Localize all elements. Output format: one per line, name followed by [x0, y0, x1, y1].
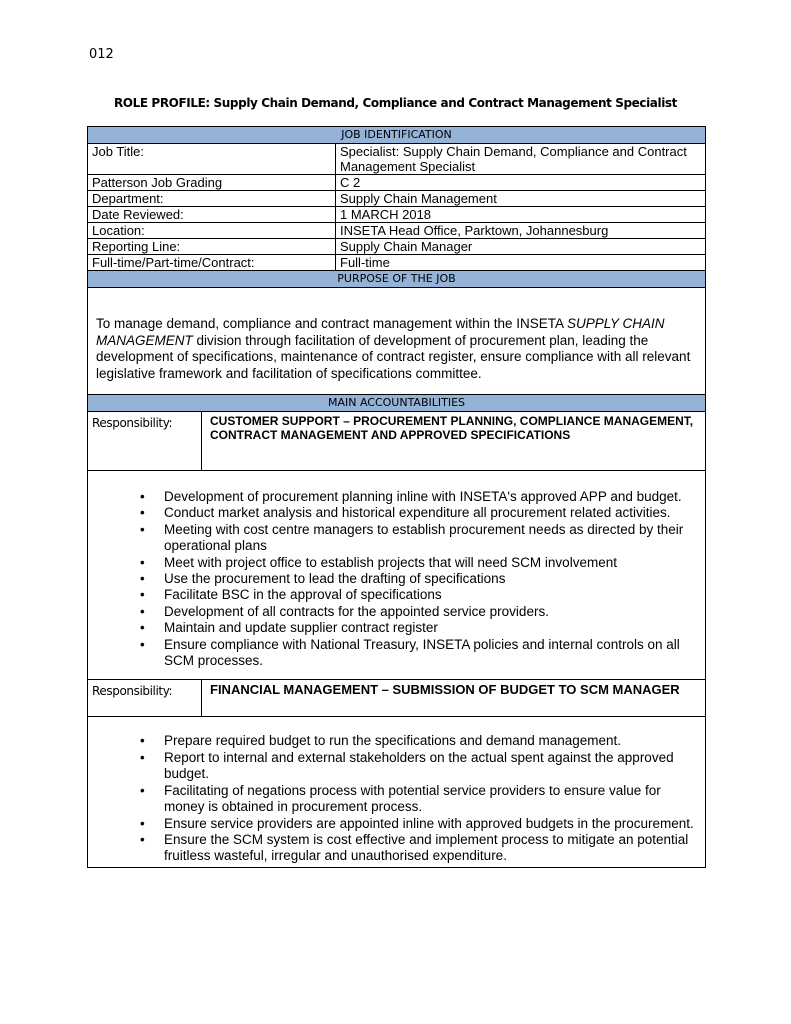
- responsibility-label: Responsibility:: [88, 412, 202, 470]
- row-value: Supply Chain Management: [340, 191, 497, 206]
- purpose-text-italic: SUPPLY CHAIN MANAGEMENT: [96, 316, 665, 348]
- row-label: Full-time/Part-time/Contract:: [88, 255, 336, 270]
- duties-list: [88, 733, 705, 864]
- row-label: Department:: [88, 191, 336, 206]
- job-identification-row: [88, 239, 705, 255]
- responsibility-label: Responsibility:: [88, 680, 202, 716]
- row-value: 1 MARCH 2018: [340, 207, 432, 222]
- duties-list: [88, 489, 705, 669]
- purpose-text-start: To manage demand, compliance and contract management within the INSETA: [96, 316, 568, 331]
- duty-item: • Ensure service providers are appointed inline with approved budgets in the procurement.: [88, 816, 697, 832]
- responsibility-row-1: [88, 412, 705, 471]
- job-identification-heading: JOB IDENTIFICATION: [88, 127, 705, 144]
- purpose-text: [88, 288, 705, 395]
- job-identification-row: [88, 207, 705, 223]
- row-label: Date Reviewed:: [88, 207, 336, 222]
- main-accountabilities-heading: MAIN ACCOUNTABILITIES: [88, 395, 705, 412]
- duty-item: • Meeting with cost centre managers to establish procurement needs as directed by their operational plans: [88, 522, 697, 555]
- job-identification-row: [88, 223, 705, 239]
- duty-item: • Facilitate BSC in the approval of specifications: [88, 587, 697, 603]
- page-number: 012: [89, 47, 114, 62]
- duty-item: • Report to internal and external stakeholders on the actual spent against the approved budget.: [88, 750, 697, 783]
- row-label: Job Title:: [88, 144, 336, 174]
- row-value: C 2: [340, 175, 361, 190]
- row-value: Full-time: [340, 255, 390, 270]
- responsibility-title: FINANCIAL MANAGEMENT – SUBMISSION OF BUDGET TO SCM MANAGER: [210, 682, 680, 698]
- responsibility-duties-2: [88, 717, 705, 866]
- job-identification-row: [88, 255, 705, 270]
- duty-item: • Maintain and update supplier contract register: [88, 620, 697, 636]
- duty-item: • Use the procurement to lead the drafting of specifications: [88, 571, 697, 587]
- responsibility-title: CUSTOMER SUPPORT – PROCUREMENT PLANNING, COMPLIANCE MANAGEMENT, CONTRACT MANAGEMENT AND APPROVED SPECIFICATIONS: [210, 414, 694, 442]
- duty-item: • Ensure compliance with National Treasury, INSETA policies and internal controls on all SCM processes.: [88, 637, 697, 670]
- role-profile-table: [87, 126, 706, 868]
- row-value: INSETA Head Office, Parktown, Johannesburg: [340, 223, 609, 238]
- purpose-heading: PURPOSE OF THE JOB: [88, 270, 705, 288]
- duty-item: • Conduct market analysis and historical expenditure all procurement related activities.: [88, 505, 697, 521]
- duty-item: • Development of all contracts for the appointed service providers.: [88, 604, 697, 620]
- job-identification-row: [88, 175, 705, 191]
- job-identification-rows: [88, 144, 705, 270]
- job-identification-row: [88, 191, 705, 207]
- responsibility-row-2: [88, 680, 705, 717]
- duty-item: • Facilitating of negations process with potential service providers to ensure value for money is obtained in procurement process.: [88, 783, 697, 816]
- row-label: Location:: [88, 223, 336, 238]
- document-title: ROLE PROFILE: Supply Chain Demand, Compliance and Contract Management Specialist: [113, 96, 678, 110]
- row-value: Supply Chain Manager: [340, 239, 473, 254]
- duty-item: • Prepare required budget to run the specifications and demand management.: [88, 733, 697, 749]
- purpose-text-end: division through facilitation of development of procurement plan, leading the development of specifications, maintenance of contract register, ensure compliance with all relevant legislative framework and facilitation of specifications committee.: [96, 332, 691, 381]
- duty-item: • Meet with project office to establish projects that will need SCM involvement: [88, 555, 697, 571]
- duty-item: • Ensure the SCM system is cost effective and implement process to mitigate an potential fruitless wasteful, irregular and unauthorised expenditure.: [88, 832, 697, 865]
- job-identification-row: [88, 144, 705, 175]
- row-label: Reporting Line:: [88, 239, 336, 254]
- row-label: Patterson Job Grading: [88, 175, 336, 190]
- responsibility-duties-1: [88, 471, 705, 680]
- row-value: Specialist: Supply Chain Demand, Compliance and Contract Management Specialist: [340, 144, 687, 174]
- duty-item: • Development of procurement planning inline with INSETA's approved APP and budget.: [88, 489, 697, 505]
